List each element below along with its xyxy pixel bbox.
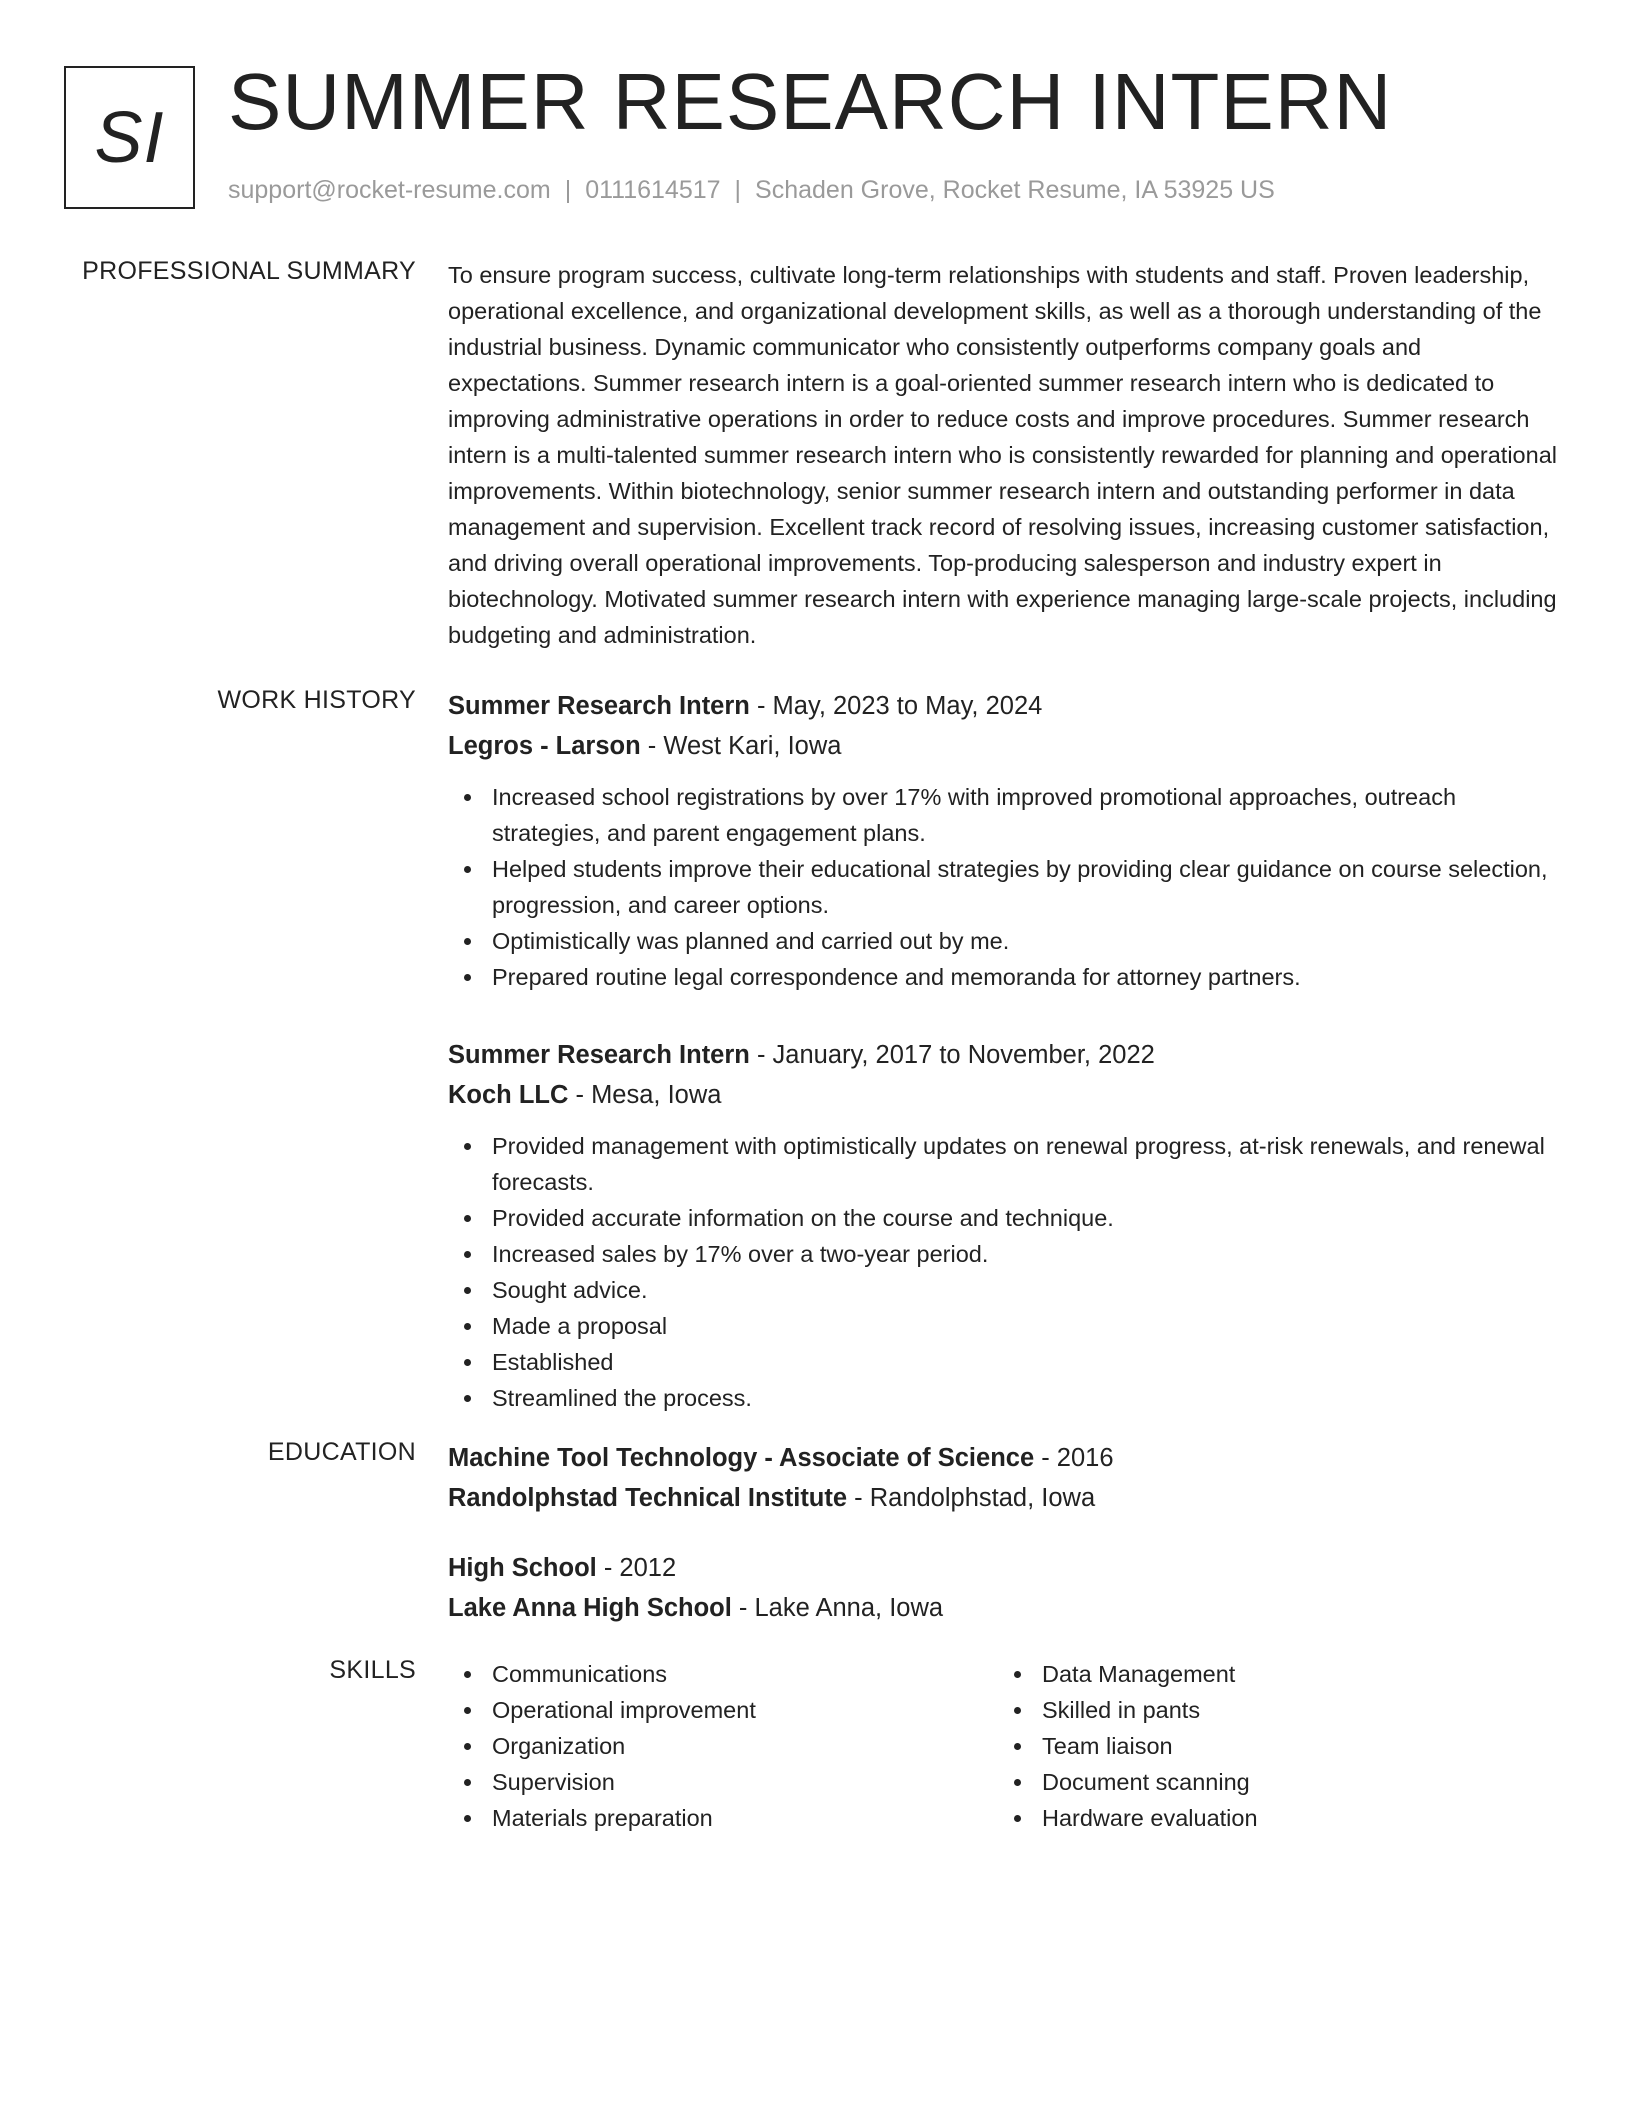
job-entry <box>448 1035 1558 1416</box>
contact-address: Schaden Grove, Rocket Resume, IA 53925 US <box>755 176 1275 204</box>
list-item: Established <box>448 1344 1558 1380</box>
monogram-initials: SI <box>64 66 195 209</box>
skills-list-right <box>998 1656 1548 1836</box>
job-company-line <box>448 726 1558 766</box>
skill-item: Skilled in pants <box>998 1692 1548 1728</box>
degree: High School <box>448 1554 597 1582</box>
job-company: Koch LLC <box>448 1081 569 1109</box>
job-title: Summer Research Intern <box>448 692 750 720</box>
job-company: Legros - Larson <box>448 732 641 760</box>
degree-year: - 2012 <box>596 1554 677 1582</box>
education-entry <box>448 1548 1558 1628</box>
job-location: - West Kari, Iowa <box>640 732 842 760</box>
job-title-line <box>448 686 1558 726</box>
skills-body <box>448 1656 1558 1836</box>
job-title-line <box>448 1035 1558 1075</box>
list-item: Optimistically was planned and carried out by me. <box>448 923 1558 959</box>
job-location: - Mesa, Iowa <box>568 1081 722 1109</box>
skill-item: Hardware evaluation <box>998 1800 1548 1836</box>
skill-item: Communications <box>448 1656 998 1692</box>
list-item: Streamlined the process. <box>448 1380 1558 1416</box>
contact-separator: | <box>564 176 572 204</box>
skills-columns <box>448 1656 1558 1836</box>
skill-item: Team liaison <box>998 1728 1548 1764</box>
skills-list-left <box>448 1656 998 1836</box>
section-label-education: EDUCATION <box>267 1438 416 1466</box>
school: Lake Anna High School <box>448 1594 732 1622</box>
work-history-body <box>448 686 1558 1416</box>
skill-item: Supervision <box>448 1764 998 1800</box>
list-item: Helped students improve their educational strategies by providing clear guidance on course selection, progression, and career options. <box>448 851 1558 923</box>
degree-year: - 2016 <box>1034 1444 1114 1472</box>
list-item: Sought advice. <box>448 1272 1558 1308</box>
job-bullets <box>448 779 1558 995</box>
education-entry <box>448 1438 1558 1518</box>
skill-item: Organization <box>448 1728 998 1764</box>
list-item: Provided accurate information on the course and technique. <box>448 1200 1558 1236</box>
school-location: - Lake Anna, Iowa <box>731 1594 944 1622</box>
job-company-line <box>448 1075 1558 1115</box>
skill-item: Materials preparation <box>448 1800 998 1836</box>
education-body <box>448 1438 1558 1628</box>
school: Randolphstad Technical Institute <box>448 1484 848 1512</box>
list-item: Prepared routine legal correspondence and memoranda for attorney partners. <box>448 959 1558 995</box>
section-label-work: WORK HISTORY <box>217 686 416 714</box>
job-dates: - January, 2017 to November, 2022 <box>749 1041 1155 1069</box>
school-location: - Randolphstad, Iowa <box>847 1484 1096 1512</box>
job-bullets <box>448 1128 1558 1416</box>
job-entry <box>448 686 1558 995</box>
summary-text: To ensure program success, cultivate long-term relationships with students and staff. Proven leadership, operational excellence, and organizational development skills, as well as a thorough understanding of the industrial business. Dynamic communicator who consistently outperforms company goals and expectations. Summer research intern is a goal-oriented summer research intern who is dedicated to improving administrative operations in order to reduce costs and improve procedures. Summer research intern is a multi-talented summer research intern who is consistently rewarded for planning and operational improvements. Within biotechnology, senior summer research intern and outstanding performer in data management and supervision. Excellent track record of resolving issues, increasing customer satisfaction, and driving overall operational improvements. Top-producing salesperson and industry expert in biotechnology. Motivated summer research intern with experience managing large-scale projects, including budgeting and administration. <box>448 262 1557 648</box>
contact-phone[interactable]: 0111614517 <box>585 176 721 204</box>
school-line <box>448 1588 1558 1628</box>
job-dates: - May, 2023 to May, 2024 <box>749 692 1043 720</box>
skill-item: Operational improvement <box>448 1692 998 1728</box>
contact-line <box>228 176 1275 205</box>
job-title: Summer Research Intern <box>448 1041 750 1069</box>
degree: Machine Tool Technology - Associate of Science <box>448 1444 1035 1472</box>
list-item: Increased school registrations by over 17% with improved promotional approaches, outreach strategies, and parent engagement plans. <box>448 779 1558 851</box>
contact-separator: | <box>734 176 742 204</box>
skill-item: Data Management <box>998 1656 1548 1692</box>
resume-title: SUMMER RESEARCH INTERN <box>228 57 1393 146</box>
list-item: Increased sales by 17% over a two-year period. <box>448 1236 1558 1272</box>
school-line <box>448 1478 1558 1518</box>
section-label-summary: PROFESSIONAL SUMMARY <box>82 257 416 285</box>
contact-email[interactable]: support@rocket-resume.com <box>228 176 551 204</box>
degree-line <box>448 1548 1558 1588</box>
section-label-skills: SKILLS <box>329 1656 416 1684</box>
list-item: Provided management with optimistically updates on renewal progress, at-risk renewals, and renewal forecasts. <box>448 1128 1558 1200</box>
list-item: Made a proposal <box>448 1308 1558 1344</box>
degree-line <box>448 1438 1558 1478</box>
skill-item: Document scanning <box>998 1764 1548 1800</box>
